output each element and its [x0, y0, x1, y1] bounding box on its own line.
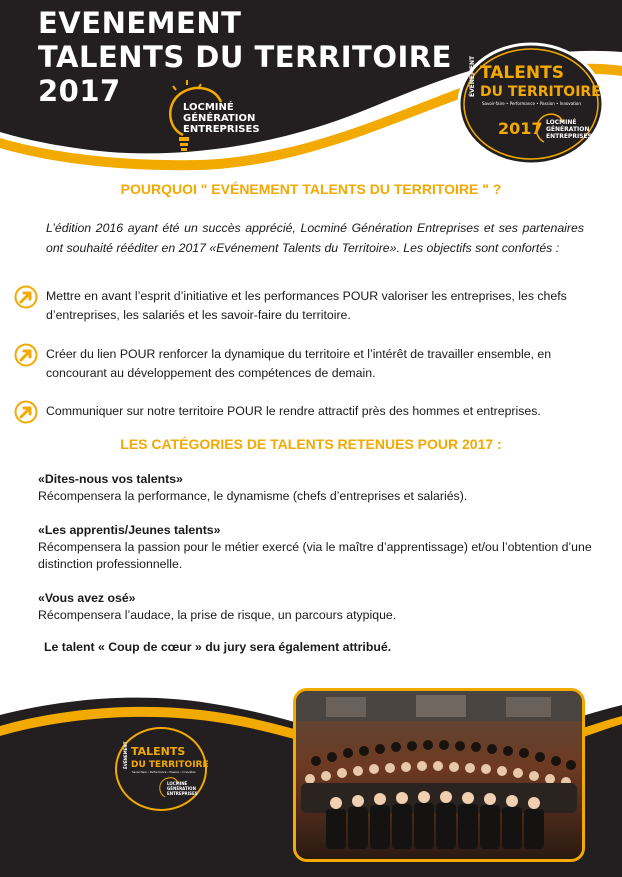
title-line-3: 2017	[38, 74, 121, 108]
objective-text: Communiquer sur notre territoire POUR le rendre attractif près des hommes et entreprises.	[46, 404, 541, 418]
category-desc: Récompensera la performance, le dynamisme (chefs d’entreprises et salariés).	[38, 489, 468, 503]
section2-heading: LES CATÉGORIES DE TALENTS RETENUES POUR 2017 :	[120, 436, 502, 452]
badge-logo-1: LOCMINÉ	[546, 119, 577, 126]
locmine-logo	[163, 80, 273, 160]
arrow-circle-icon	[14, 400, 38, 424]
category-desc: Récompensera la passion pour le métier exercé (via le maître d’apprentissage) et/ou l’obtention d’une distinction professionnelle.	[38, 540, 592, 571]
badge-line-1: TALENTS	[480, 63, 564, 83]
badge-bottom-line-1: TALENTS	[131, 745, 186, 758]
category-name: «Les apprentis/Jeunes talents»	[38, 523, 221, 537]
section1-heading: POURQUOI " EVÉNEMENT TALENTS DU TERRITOIRE " ?	[120, 181, 502, 197]
badge-side-text: ÉVÉNEMENT	[469, 55, 476, 97]
badge-bottom-tagline: Savoir-faire • Performance • Passion • Innovation	[132, 771, 197, 774]
category-item	[38, 590, 598, 624]
arrow-circle-icon	[14, 285, 38, 309]
group-photo-image	[296, 691, 582, 859]
category-item	[38, 471, 598, 505]
coup-de-coeur-text: Le talent « Coup de cœur » du jury sera également attribué.	[44, 640, 392, 654]
badge-bottom-logo-3: ENTREPRISES	[167, 791, 198, 796]
logo-line-2: GÉNÉRATION	[183, 113, 256, 124]
logo-line-1: LOCMINÉ	[183, 102, 234, 113]
category-name: «Dites-nous vos talents»	[38, 472, 183, 486]
objective-text: Mettre en avant l’esprit d’initiative et les performances POUR valoriser les entreprises, les chefs d’entreprises, les salariés et les savoir-faire du territoire.	[46, 289, 567, 322]
category-desc: Récompensera l’audace, la prise de risque, un parcours atypique.	[38, 608, 397, 622]
badge-bottom-logo-2: GÉNÉRATION	[167, 786, 196, 791]
badge-line-2: DU TERRITOIRE	[480, 84, 601, 100]
badge-bottom-logo-1: LOCMINÉ	[167, 781, 188, 786]
badge-year: 2017	[498, 119, 543, 138]
event-badge-bottom	[113, 725, 209, 813]
logo-line-3: ENTREPRISES	[183, 124, 260, 135]
event-badge	[456, 42, 606, 167]
badge-tagline: Savoir-faire • Performance • Passion • Innovation	[482, 101, 581, 106]
category-name: «Vous avez osé»	[38, 591, 136, 605]
title-line-1: EVENEMENT	[38, 6, 242, 40]
badge-bottom-side: ÉVÉNEMENT	[123, 741, 128, 769]
arrow-circle-icon	[14, 343, 38, 367]
badge-bottom-line-2: DU TERRITOIRE	[131, 760, 209, 770]
badge-logo-2: GÉNÉRATION	[546, 126, 590, 133]
intro-paragraph: L’édition 2016 ayant été un succès apprécié, Locminé Génération Entreprises et ses partenaires ont souhaité rééditer en 2017 «Evénement Talents du Territoire». Les objectifs sont confortés :	[46, 221, 584, 255]
badge-logo-3: ENTREPRISES	[546, 133, 592, 140]
category-item	[38, 522, 598, 573]
title-line-2: TALENTS DU TERRITOIRE	[38, 40, 452, 74]
objective-text: Créer du lien POUR renforcer la dynamique du territoire et l’intérêt de travailler ensemble, en concourant au développement des compétences de demain.	[46, 347, 552, 380]
group-photo	[293, 688, 585, 862]
